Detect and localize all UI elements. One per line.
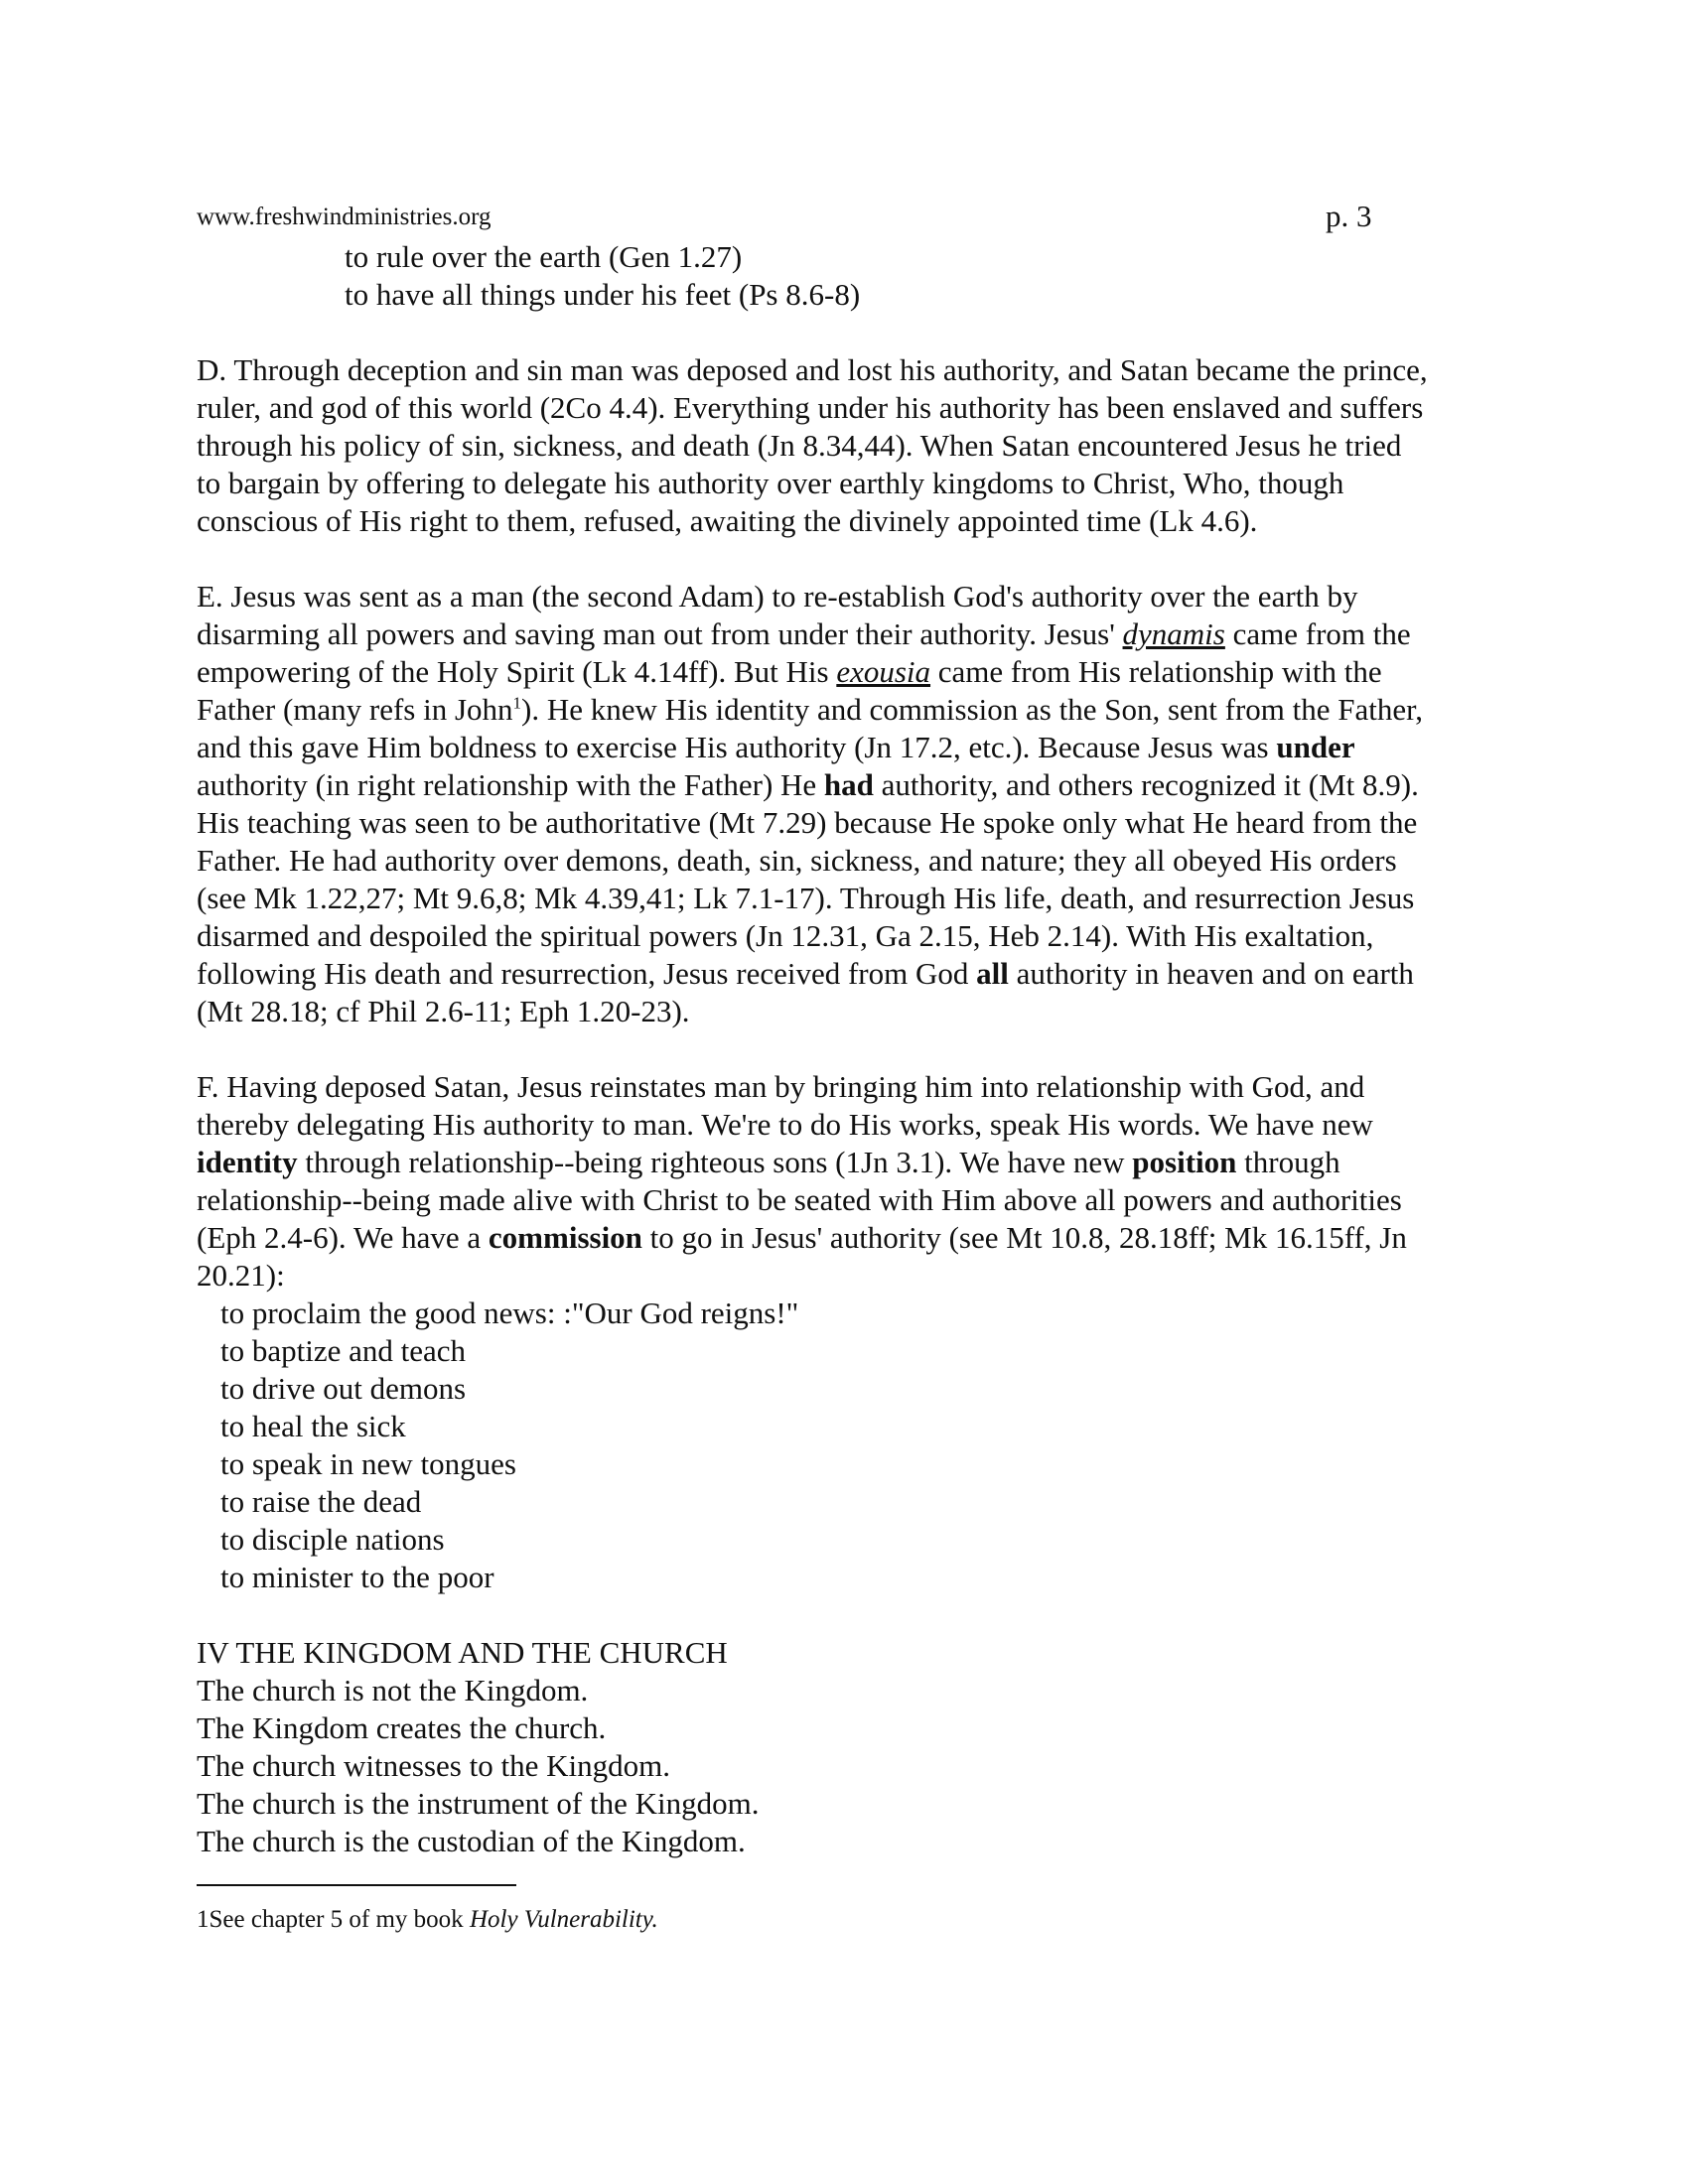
section-line: The church witnesses to the Kingdom. bbox=[197, 1748, 670, 1783]
footnote-ref[interactable]: 1 bbox=[512, 693, 522, 713]
bold-commission: commission bbox=[488, 1220, 642, 1255]
bold-all: all bbox=[976, 956, 1009, 991]
footnote-book-title: Holy Vulnerability. bbox=[469, 1906, 658, 1933]
para-d-line: D. Through deception and sin man was deposed and lost his authority, and Satan became the prince, bbox=[197, 352, 1428, 387]
para-f-line bbox=[197, 1144, 1340, 1181]
text-run: came from His relationship with the bbox=[930, 654, 1382, 689]
bold-identity: identity bbox=[197, 1145, 298, 1179]
page-number: p. 3 bbox=[1326, 199, 1372, 233]
commission-item: to drive out demons bbox=[220, 1371, 467, 1406]
text-run: authority, and others recognized it (Mt 8.9). bbox=[873, 767, 1419, 802]
section-line: The church is the custodian of the Kingdom. bbox=[197, 1824, 746, 1858]
commission-item: to raise the dead bbox=[220, 1484, 422, 1519]
text-run: and this gave Him boldness to exercise His authority (Jn 17.2, etc.). Because Jesus was bbox=[197, 730, 1277, 764]
para-e-line bbox=[197, 766, 1419, 804]
para-f-line: F. Having deposed Satan, Jesus reinstates man by bringing him into relationship with God, and bbox=[197, 1069, 1365, 1104]
section-heading: IV THE KINGDOM AND THE CHURCH bbox=[197, 1635, 728, 1670]
bold-position: position bbox=[1132, 1145, 1237, 1179]
text-run: empowering of the Holy Spirit (Lk 4.14ff). But His bbox=[197, 654, 837, 689]
bold-under: under bbox=[1276, 730, 1355, 764]
text-run: through relationship--being righteous sons (1Jn 3.1). We have new bbox=[297, 1145, 1133, 1179]
para-e-line: (see Mk 1.22,27; Mt 9.6,8; Mk 4.39,41; Lk 7.1-17). Through His life, death, and resurrection Jesus bbox=[197, 881, 1415, 915]
para-f-line: 20.21): bbox=[197, 1258, 285, 1293]
footnote-text: 1See chapter 5 of my book bbox=[197, 1906, 470, 1933]
para-e-line bbox=[197, 955, 1414, 993]
website-url[interactable]: www.freshwindministries.org bbox=[197, 204, 492, 230]
para-e-line: Father. He had authority over demons, death, sin, sickness, and nature; they all obeyed His orders bbox=[197, 843, 1397, 878]
bold-had: had bbox=[823, 767, 874, 802]
para-e-line bbox=[197, 729, 1355, 766]
text-run: following His death and resurrection, Jesus received from God bbox=[197, 956, 977, 991]
commission-item: to speak in new tongues bbox=[220, 1446, 516, 1481]
para-e-line: E. Jesus was sent as a man (the second Adam) to re-establish God's authority over the earth by bbox=[197, 579, 1358, 614]
para-f-line: relationship--being made alive with Christ to be seated with Him above all powers and authorities bbox=[197, 1182, 1402, 1217]
text-run: (Eph 2.4-6). We have a bbox=[197, 1220, 489, 1255]
para-e-line bbox=[197, 653, 1382, 691]
commission-item: to minister to the poor bbox=[220, 1560, 494, 1594]
commission-item: to proclaim the good news: :"Our God reigns!" bbox=[220, 1296, 799, 1330]
text-run: came from the bbox=[1224, 616, 1411, 651]
commission-item: to heal the sick bbox=[220, 1409, 406, 1443]
term-exousia: exousia bbox=[836, 654, 931, 689]
section-line: The Kingdom creates the church. bbox=[197, 1710, 607, 1745]
text-run: to go in Jesus' authority (see Mt 10.8, 28.18ff; Mk 16.15ff, Jn bbox=[641, 1220, 1407, 1255]
text-run: through bbox=[1236, 1145, 1340, 1179]
para-d-line: ruler, and god of this world (2Co 4.4). Everything under his authority has been enslaved and suffers bbox=[197, 390, 1424, 425]
commission-item: to baptize and teach bbox=[220, 1333, 467, 1368]
para-e-line bbox=[197, 691, 1423, 729]
para-d-line: through his policy of sin, sickness, and death (Jn 8.34,44). When Satan encountered Jesus he tried bbox=[197, 428, 1402, 463]
para-f-line bbox=[197, 1219, 1407, 1257]
para-e-line bbox=[197, 615, 1411, 653]
para-f-line: thereby delegating His authority to man. We're to do His works, speak His words. We have new bbox=[197, 1107, 1373, 1142]
footnote bbox=[197, 1906, 658, 1934]
section-line: The church is not the Kingdom. bbox=[197, 1673, 589, 1707]
para-d-line: conscious of His right to them, refused, awaiting the divinely appointed time (Lk 4.6). bbox=[197, 503, 1258, 538]
intro-line: to have all things under his feet (Ps 8.6-8) bbox=[345, 277, 861, 312]
para-d-line: to bargain by offering to delegate his authority over earthly kingdoms to Christ, Who, though bbox=[197, 466, 1344, 500]
commission-item: to disciple nations bbox=[220, 1522, 445, 1557]
term-dynamis: dynamis bbox=[1122, 616, 1225, 651]
footnote-divider bbox=[197, 1884, 516, 1886]
text-run: Father (many refs in John bbox=[197, 692, 513, 727]
text-run: authority in heaven and on earth bbox=[1008, 956, 1414, 991]
text-run: disarming all powers and saving man out from under their authority. Jesus' bbox=[197, 616, 1123, 651]
text-run: authority (in right relationship with the Father) He bbox=[197, 767, 824, 802]
section-line: The church is the instrument of the Kingdom. bbox=[197, 1786, 760, 1821]
text-run: ). He knew His identity and commission as the Son, sent from the Father, bbox=[521, 692, 1423, 727]
intro-line: to rule over the earth (Gen 1.27) bbox=[345, 239, 743, 274]
para-e-line: His teaching was seen to be authoritative (Mt 7.29) because He spoke only what He heard from the bbox=[197, 805, 1418, 840]
para-e-line: (Mt 28.18; cf Phil 2.6-11; Eph 1.20-23). bbox=[197, 994, 690, 1028]
para-e-line: disarmed and despoiled the spiritual powers (Jn 12.31, Ga 2.15, Heb 2.14). With His exaltation, bbox=[197, 918, 1374, 953]
